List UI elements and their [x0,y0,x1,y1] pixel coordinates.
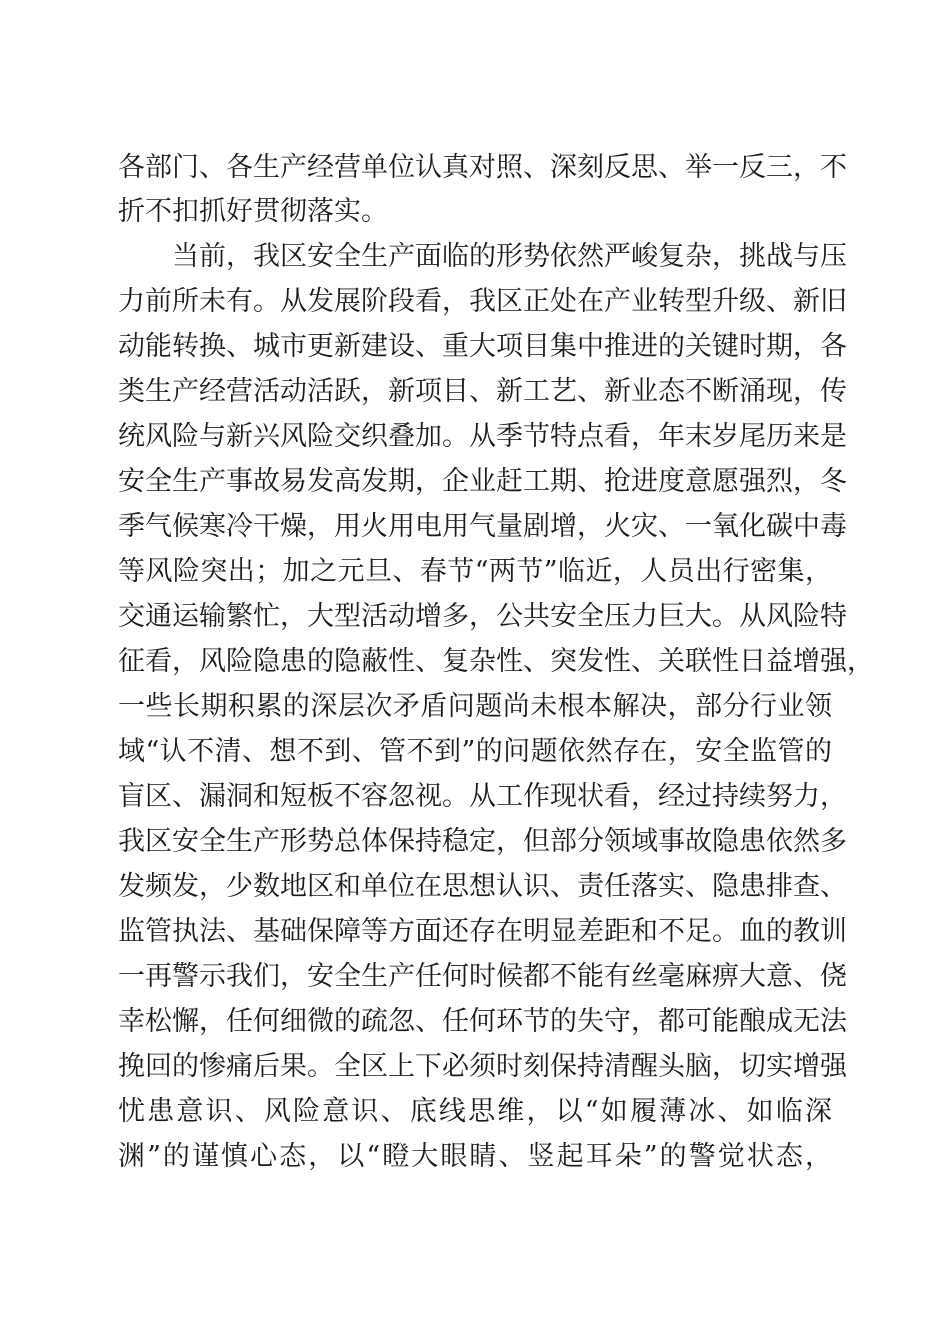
paragraph-line: 类生产经营活动活跃，新项目、新工艺、新业态不断涌现，传 [118,376,847,407]
paragraph-line: 我区安全生产形势总体保持稳定，但部分领域事故隐患依然多 [118,826,847,857]
paragraph-line: 交通运输繁忙，大型活动增多，公共安全压力巨大。从风险特 [118,601,847,632]
paragraph-line: 统风险与新兴风险交织叠加。从季节特点看，年末岁尾历来是 [118,421,847,452]
paragraph-line: 监管执法、基础保障等方面还存在明显差距和不足。血的教训 [118,916,847,947]
paragraph-line: 挽回的惨痛后果。全区上下必须时刻保持清醒头脑，切实增强 [118,1051,847,1082]
paragraph-line: 各部门、各生产经营单位认真对照、深刻反思、举一反三，不 [118,152,847,183]
paragraph-line: 等风险突出；加之元旦、春节“两节”临近，人员出行密集， [118,556,832,587]
paragraph-line: 安全生产事故易发高发期，企业赶工期、抢进度意愿强烈，冬 [118,466,847,497]
paragraph-line: 域“认不清、想不到、管不到”的问题依然存在，安全监管的 [118,736,832,767]
paragraph-line: 盲区、漏洞和短板不容忽视。从工作现状看，经过持续努力， [118,781,847,812]
paragraph-line: 当前，我区安全生产面临的形势依然严峻复杂，挑战与压 [172,241,847,272]
paragraph-line: 折不扣抓好贯彻落实。 [118,196,388,227]
paragraph-line: 力前所未有。从发展阶段看，我区正处在产业转型升级、新旧 [118,286,847,317]
paragraph-line: 征看，风险隐患的隐蔽性、复杂性、突发性、关联性日益增强， [118,646,874,677]
paragraph-line: 一些长期积累的深层次矛盾问题尚未根本解决，部分行业领 [118,691,832,722]
paragraph-line: 一再警示我们，安全生产任何时候都不能有丝毫麻痹大意、侥 [118,961,847,992]
paragraph-line: 发频发，少数地区和单位在思想认识、责任落实、隐患排查、 [118,871,847,902]
paragraph-line: 动能转换、城市更新建设、重大项目集中推进的关键时期，各 [118,331,847,362]
paragraph-line: 季气候寒冷干燥，用火用电用气量剧增，火灾、一氧化碳中毒 [118,511,847,542]
paragraph-line: 渊”的谨慎心态，以“瞪大眼睛、竖起耳朵”的警觉状态， [118,1141,832,1172]
paragraph-line: 忧患意识、风险意识、底线思维，以“如履薄冰、如临深 [118,1096,832,1127]
paragraph-line: 幸松懈，任何细微的疏忽、任何环节的失守，都可能酿成无法 [118,1006,847,1037]
